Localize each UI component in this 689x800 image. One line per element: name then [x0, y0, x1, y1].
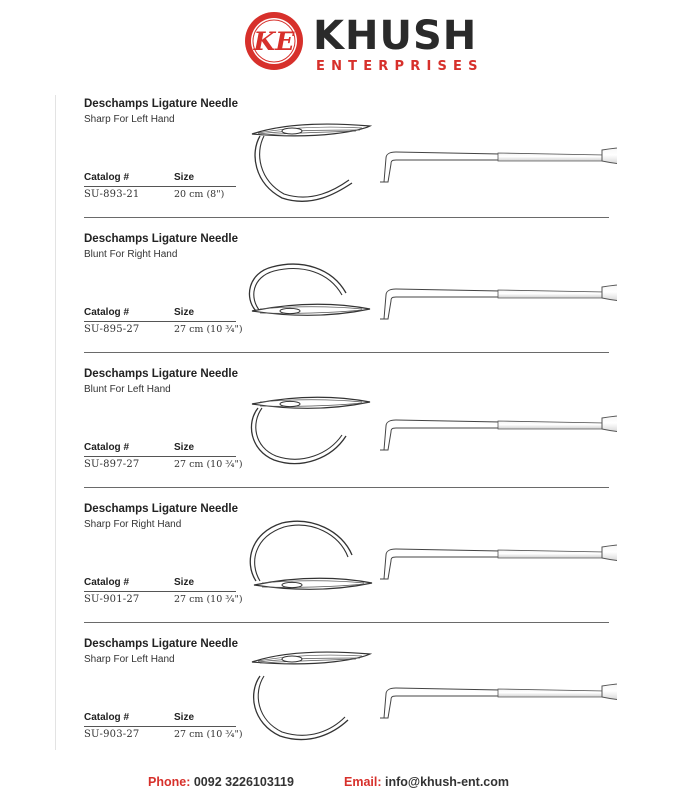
- instrument-illustration: [242, 513, 617, 613]
- catalog-number: SU-903-27: [84, 729, 140, 740]
- size-header: Size: [174, 172, 195, 183]
- catalog-number: SU-893-21: [84, 189, 140, 200]
- section-divider: [84, 622, 609, 623]
- product-subtitle: Blunt For Left Hand: [84, 384, 171, 395]
- footer-phone: [148, 775, 294, 789]
- instrument-illustration: [242, 648, 617, 748]
- product-block: [84, 503, 609, 633]
- phone-label: Phone:: [148, 775, 191, 789]
- product-subtitle: Sharp For Right Hand: [84, 519, 182, 530]
- instrument-illustration: [242, 243, 617, 343]
- product-block: [84, 98, 609, 228]
- size-header: Size: [174, 307, 195, 318]
- header-rule: [84, 726, 236, 727]
- product-title: Deschamps Ligature Needle: [84, 98, 239, 110]
- size-value: 27 cm (10 ¾"): [174, 459, 243, 470]
- header-rule: [84, 591, 236, 592]
- product-title: Deschamps Ligature Needle: [84, 233, 239, 245]
- footer-email: [344, 775, 509, 789]
- product-block: [84, 638, 609, 768]
- brand-name: KHUSH: [313, 13, 478, 59]
- size-value: 20 cm (8"): [174, 189, 225, 200]
- left-margin-rule: [55, 95, 56, 750]
- section-divider: [84, 352, 609, 353]
- size-value: 27 cm (10 ¾"): [174, 729, 243, 740]
- product-subtitle: Sharp For Left Hand: [84, 654, 175, 665]
- header-rule: [84, 456, 236, 457]
- brand-tagline: ENTERPRISES: [316, 59, 484, 74]
- product-block: [84, 368, 609, 498]
- catalog-number: SU-897-27: [84, 459, 140, 470]
- product-title: Deschamps Ligature Needle: [84, 638, 239, 650]
- phone-number[interactable]: 0092 3226103119: [193, 775, 294, 789]
- header-rule: [84, 186, 236, 187]
- catalog-number: SU-895-27: [84, 324, 140, 335]
- catalog-header: Catalog #: [84, 307, 130, 318]
- instrument-illustration: [242, 108, 617, 208]
- product-subtitle: Sharp For Left Hand: [84, 114, 175, 125]
- product-title: Deschamps Ligature Needle: [84, 368, 239, 380]
- size-value: 27 cm (10 ¾"): [174, 324, 243, 335]
- section-divider: [84, 217, 609, 218]
- catalog-header: Catalog #: [84, 577, 130, 588]
- size-value: 27 cm (10 ¾"): [174, 594, 243, 605]
- size-header: Size: [174, 442, 195, 453]
- product-subtitle: Blunt For Right Hand: [84, 249, 178, 260]
- email-label: Email:: [344, 775, 382, 789]
- catalog-header: Catalog #: [84, 172, 130, 183]
- catalog-header: Catalog #: [84, 442, 130, 453]
- product-block: [84, 233, 609, 363]
- brand-logo: [243, 10, 483, 80]
- email-address[interactable]: info@khush-ent.com: [385, 775, 509, 789]
- catalog-number: SU-901-27: [84, 594, 140, 605]
- size-header: Size: [174, 712, 195, 723]
- section-divider: [84, 487, 609, 488]
- svg-text:KE: KE: [253, 27, 295, 56]
- product-title: Deschamps Ligature Needle: [84, 503, 239, 515]
- size-header: Size: [174, 577, 195, 588]
- header-rule: [84, 321, 236, 322]
- instrument-illustration: [242, 378, 617, 478]
- catalog-header: Catalog #: [84, 712, 130, 723]
- ke-monogram-emblem: [243, 10, 305, 72]
